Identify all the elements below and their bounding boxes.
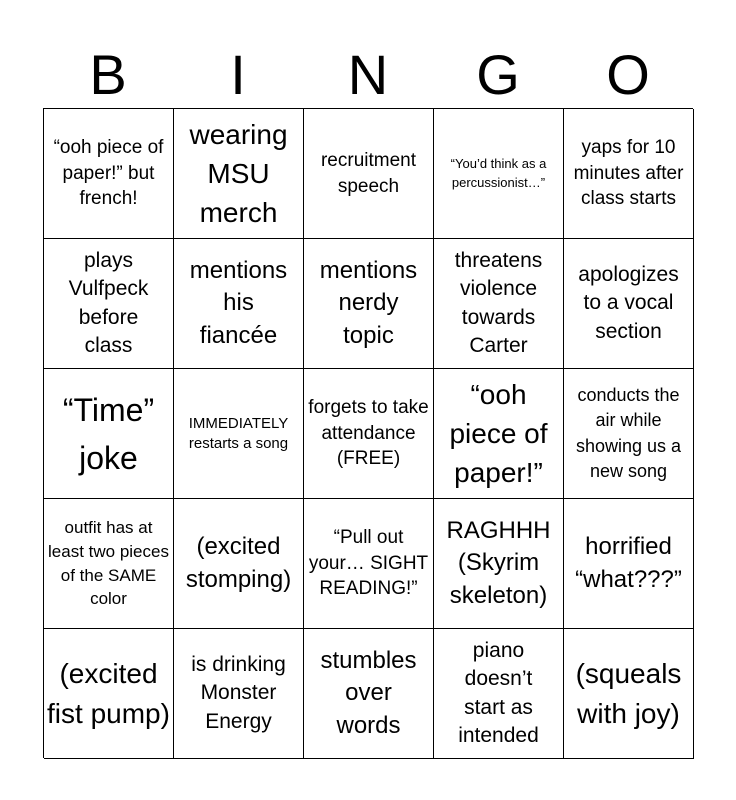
cell-text: wearing MSU merch [189, 118, 288, 229]
cell-text: conducts the air while showing us a new song [575, 385, 682, 481]
bingo-board [43, 108, 693, 758]
bingo-cell[interactable] [304, 369, 434, 499]
cell-text: apologizes to a vocal section [578, 262, 679, 343]
header-letter-o: O [606, 43, 650, 106]
cell-text: “ooh piece of paper!” [449, 378, 548, 489]
bingo-cell[interactable] [44, 109, 174, 239]
cell-text: outfit has at least two pieces of the SAME color [48, 517, 169, 609]
header-letter-n: N [347, 43, 389, 106]
bingo-cell[interactable] [564, 109, 694, 239]
bingo-cell[interactable] [564, 499, 694, 629]
cell-text: (excited fist pump) [47, 658, 170, 729]
bingo-header [43, 42, 693, 108]
bingo-cell[interactable] [174, 499, 304, 629]
cell-text: “Pull out your… SIGHT READING!” [308, 527, 429, 600]
bingo-cell[interactable] [434, 499, 564, 629]
cell-text: IMMEDIATELY restarts a song [188, 415, 289, 452]
cell-text: mentions nerdy topic [319, 256, 418, 349]
cell-text: threatens violence towards Carter [454, 248, 543, 357]
cell-text: (excited stomping) [185, 533, 292, 593]
cell-text: yaps for 10 minutes after class starts [573, 137, 684, 210]
bingo-cell[interactable] [174, 109, 304, 239]
header-letter-i: I [230, 43, 246, 106]
bingo-cell[interactable] [304, 499, 434, 629]
bingo-cell[interactable] [564, 629, 694, 759]
cell-text: piano doesn’t start as intended [458, 638, 539, 747]
cell-text: is drinking Monster Energy [191, 652, 286, 733]
bingo-cell[interactable] [304, 239, 434, 369]
bingo-cell[interactable] [44, 239, 174, 369]
cell-text: “You’d think as a percussionist…” [450, 156, 547, 190]
cell-text: forgets to take attendance (FREE) [308, 397, 429, 470]
bingo-cell[interactable] [174, 629, 304, 759]
cell-text: plays Vulfpeck before class [68, 248, 149, 357]
bingo-cell[interactable] [564, 239, 694, 369]
bingo-cell[interactable] [434, 239, 564, 369]
cell-text: “ooh piece of paper!” but french! [53, 137, 164, 210]
bingo-cell[interactable] [44, 499, 174, 629]
bingo-cell[interactable] [44, 629, 174, 759]
header-letter-g: G [476, 43, 520, 106]
cell-text: mentions his fiancée [189, 256, 288, 349]
cell-text: horrified “what???” [575, 533, 682, 593]
bingo-cell[interactable] [304, 629, 434, 759]
bingo-cell[interactable] [44, 369, 174, 499]
bingo-cell[interactable] [564, 369, 694, 499]
cell-text: recruitment speech [320, 149, 417, 197]
bingo-cell[interactable] [434, 369, 564, 499]
cell-text: “Time” joke [62, 391, 155, 476]
bingo-cell[interactable] [434, 629, 564, 759]
bingo-cell[interactable] [434, 109, 564, 239]
cell-text: RAGHHH (Skyrim skeleton) [446, 516, 551, 609]
header-letter-b: B [89, 43, 127, 106]
bingo-cell[interactable] [304, 109, 434, 239]
cell-text: stumbles over words [320, 646, 417, 739]
bingo-cell[interactable] [174, 369, 304, 499]
bingo-cell[interactable] [174, 239, 304, 369]
cell-text: (squeals with joy) [575, 658, 682, 729]
